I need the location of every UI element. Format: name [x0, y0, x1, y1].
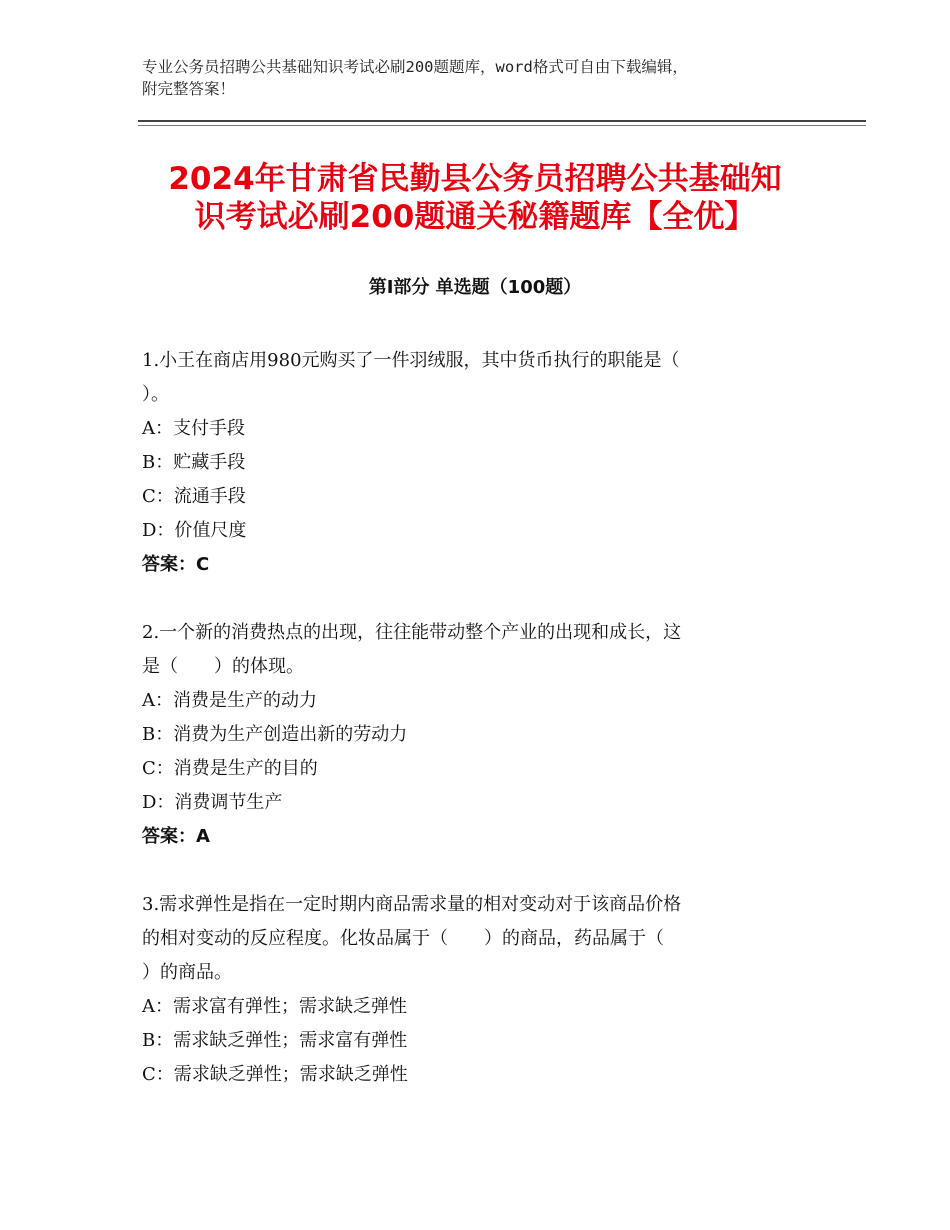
section-heading: 第Ⅰ部分 单选题（100题） — [368, 277, 582, 298]
option-a: A：支付手段 — [142, 418, 245, 439]
option-c: C：消费是生产的目的 — [142, 758, 318, 779]
question-stem: ）。 — [142, 384, 169, 405]
question-stem: 3.需求弹性是指在一定时期内商品需求量的相对变动对于该商品价格 — [142, 894, 682, 915]
title-line: 识考试必刷200题通关秘籍题库【全优】 — [194, 199, 756, 235]
option-d: D：消费调节生产 — [142, 792, 283, 813]
question-stem: 2.一个新的消费热点的出现，往往能带动整个产业的出现和成长，这 — [142, 622, 682, 643]
option-a: A：消费是生产的动力 — [142, 690, 317, 711]
option-c: C：需求缺乏弹性；需求缺乏弹性 — [142, 1064, 408, 1085]
title-line: 2024年甘肃省民勤县公务员招聘公共基础知 — [168, 161, 782, 197]
option-b: B：消费为生产创造出新的劳动力 — [142, 724, 408, 745]
header-note-line: 附完整答案！ — [142, 80, 236, 98]
header-divider-thick — [138, 120, 866, 122]
option-d: D：价值尺度 — [142, 520, 247, 541]
question-list — [142, 344, 802, 1126]
header-note-line: 专业公务员招聘公共基础知识考试必刷200题题库，word格式可自由下载编辑， — [142, 58, 688, 76]
question-2 — [142, 616, 802, 854]
option-b: B：贮藏手段 — [142, 452, 246, 473]
header-note — [142, 56, 822, 100]
header-divider-thin — [138, 125, 866, 126]
option-a: A：需求富有弹性；需求缺乏弹性 — [142, 996, 407, 1017]
answer: 答案：C — [142, 554, 210, 575]
question-stem: 是（ ）的体现。 — [142, 656, 304, 677]
question-3 — [142, 888, 802, 1092]
option-c: C：流通手段 — [142, 486, 246, 507]
question-stem: 1.小王在商店用980元购买了一件羽绒服，其中货币执行的职能是（ — [142, 350, 680, 371]
option-b: B：需求缺乏弹性；需求富有弹性 — [142, 1030, 408, 1051]
question-stem: 的相对变动的反应程度。化妆品属于（ ）的商品，药品属于（ — [142, 928, 664, 949]
question-stem: ）的商品。 — [142, 962, 232, 983]
document-title — [120, 160, 830, 236]
answer: 答案：A — [142, 826, 210, 847]
question-1 — [142, 344, 802, 582]
